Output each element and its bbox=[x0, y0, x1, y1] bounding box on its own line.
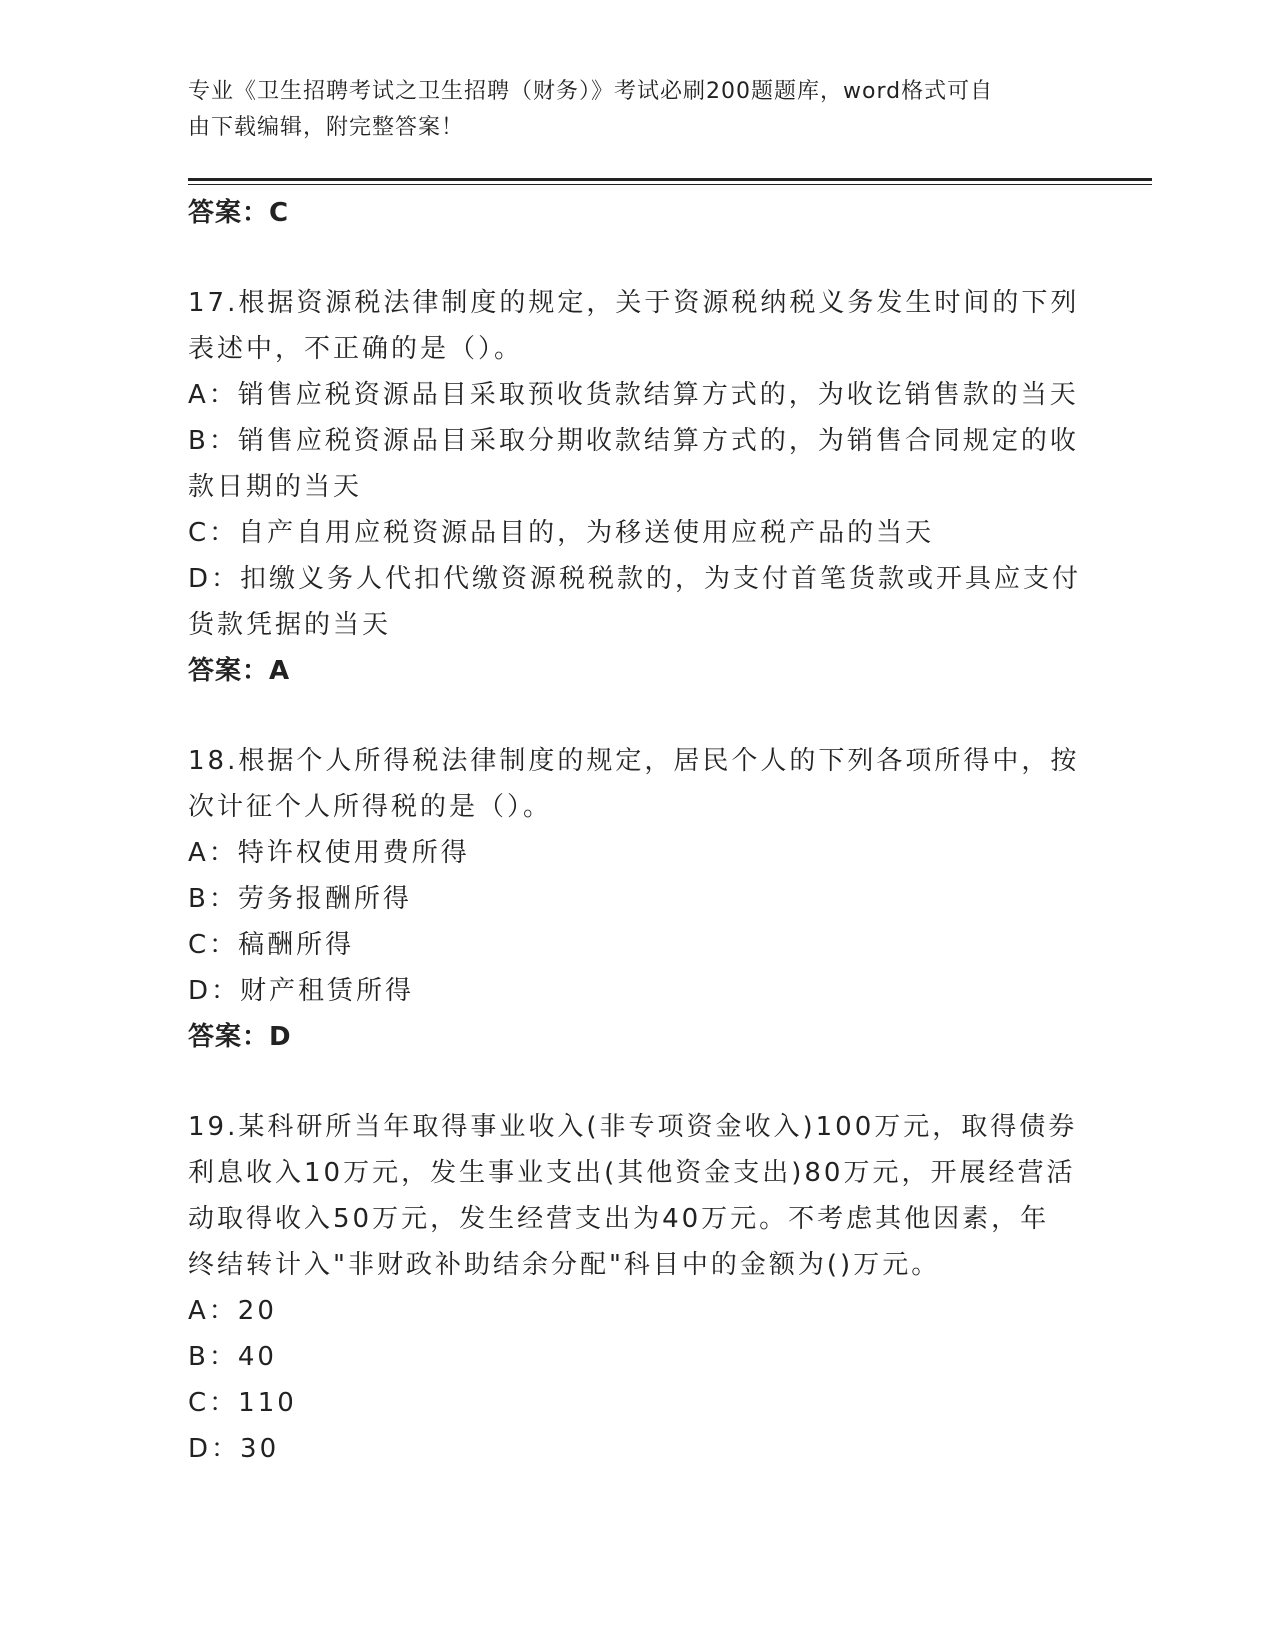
spacer bbox=[188, 236, 1088, 280]
previous-answer: 答案：C bbox=[188, 198, 290, 228]
option-a: A：销售应税资源品目采取预收货款结算方式的，为收讫销售款的当天 bbox=[188, 380, 1079, 410]
header-divider-thin bbox=[188, 184, 1152, 185]
option-d-continued: 货款凭据的当天 bbox=[188, 610, 392, 640]
answer: 答案：A bbox=[188, 656, 291, 686]
question-stem-line: 次计征个人所得税的是（）。 bbox=[188, 792, 553, 822]
question-19 bbox=[188, 1104, 1088, 1472]
question-17 bbox=[188, 280, 1088, 694]
option-b: B：销售应税资源品目采取分期收款结算方式的，为销售合同规定的收 bbox=[188, 426, 1079, 456]
question-stem-line: 终结转计入"非财政补助结余分配"科目中的金额为()万元。 bbox=[188, 1250, 941, 1280]
header-divider-thick bbox=[188, 178, 1152, 181]
question-stem-line: 表述中，不正确的是（）。 bbox=[188, 334, 524, 364]
option-c: C：110 bbox=[188, 1388, 297, 1418]
question-18 bbox=[188, 738, 1088, 1060]
question-stem-line: 17.根据资源税法律制度的规定，关于资源税纳税义务发生时间的下列 bbox=[188, 288, 1080, 318]
option-b-continued: 款日期的当天 bbox=[188, 472, 363, 502]
question-stem-line: 19.某科研所当年取得事业收入(非专项资金收入)100万元，取得债券 bbox=[188, 1112, 1078, 1142]
question-stem-line: 利息收入10万元，发生事业支出(其他资金支出)80万元，开展经营活 bbox=[188, 1158, 1076, 1188]
option-d: D：扣缴义务人代扣代缴资源税税款的，为支付首笔货款或开具应支付 bbox=[188, 564, 1082, 594]
option-c: C：稿酬所得 bbox=[188, 930, 355, 960]
answer: 答案：D bbox=[188, 1022, 292, 1052]
option-d: D：财产租赁所得 bbox=[188, 976, 415, 1006]
document-body bbox=[188, 190, 1088, 1472]
spacer bbox=[188, 694, 1088, 738]
option-b: B：40 bbox=[188, 1342, 277, 1372]
option-a: A：特许权使用费所得 bbox=[188, 838, 470, 868]
option-d: D：30 bbox=[188, 1434, 280, 1464]
question-stem-line: 18.根据个人所得税法律制度的规定，居民个人的下列各项所得中，按 bbox=[188, 746, 1080, 776]
option-b: B：劳务报酬所得 bbox=[188, 884, 412, 914]
option-c: C：自产自用应税资源品目的，为移送使用应税产品的当天 bbox=[188, 518, 935, 548]
header-line-2: 由下载编辑，附完整答案！ bbox=[188, 115, 465, 140]
spacer bbox=[188, 1060, 1088, 1104]
question-stem-line: 动取得收入50万元，发生经营支出为40万元。不考虑其他因素，年 bbox=[188, 1204, 1050, 1234]
page-header bbox=[188, 74, 1068, 146]
option-a: A：20 bbox=[188, 1296, 277, 1326]
header-line-1: 专业《卫生招聘考试之卫生招聘（财务）》考试必刷200题题库，word格式可自 bbox=[188, 79, 994, 104]
